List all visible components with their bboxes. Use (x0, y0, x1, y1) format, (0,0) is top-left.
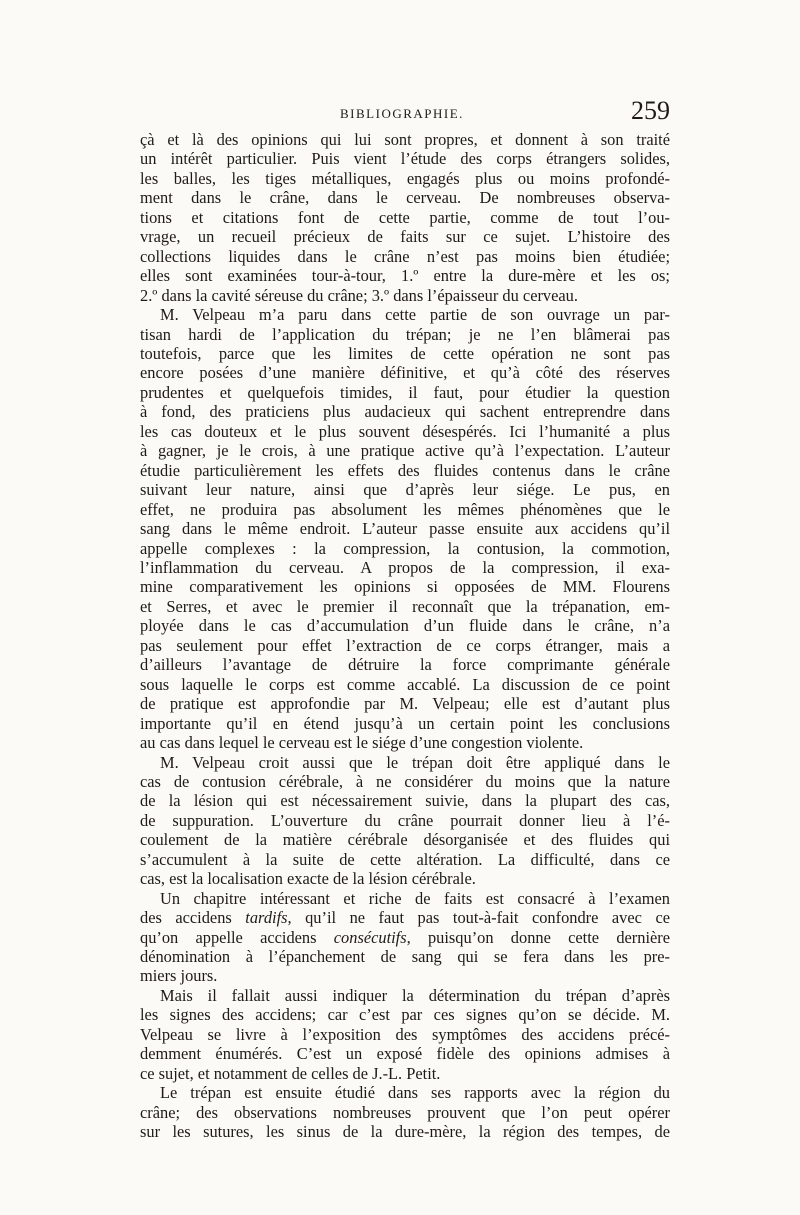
text-line: les signes des accidens; car c’est par ces signes qu’on se décide. M. (140, 1005, 670, 1025)
text-line: appelle complexes : la compression, la contusion, la commotion, (140, 538, 670, 558)
text-line: d’ailleurs l’avantage de détruire la force comprimante générale (140, 655, 670, 675)
running-head (140, 96, 670, 130)
text-line: les cas douteux et le plus souvent désespérés. Ici l’humanité a plus (140, 421, 670, 441)
text-line: crâne; des observations nombreuses prouvent que l’on peut opérer (140, 1102, 670, 1122)
text-line: tisan hardi de l’application du trépan; je ne l’en blâmerai pas (140, 324, 670, 344)
text-line: cas de contusion cérébrale, à ne considérer du moins que la nature (140, 771, 670, 791)
text-line: au cas dans lequel le cerveau est le siége d’une congestion violente. (140, 733, 584, 753)
page-number: 259 (631, 96, 670, 125)
text-line: importante qu’il en étend jusqu’à un certain point les conclusions (140, 713, 670, 733)
text-line: à gagner, je le crois, à une pratique active qu’à l’expectation. L’auteur (140, 441, 670, 461)
text-line: Mais il fallait aussi indiquer la détermination du trépan d’après (160, 985, 670, 1005)
text-line: de la lésion qui est nécessairement suivie, dans la plupart des cas, (140, 791, 670, 811)
text-line: sur les sutures, les sinus de la dure-mère, la région des tempes, de (140, 1122, 670, 1142)
text-line: encore posées d’une manière définitive, et qu’à côté des réserves (140, 363, 670, 383)
text-line: coulement de la matière cérébrale désorganisée et des fluides qui (140, 830, 670, 850)
text-line: dénomination à l’épanchement de sang qui se fera dans les pre- (140, 947, 670, 967)
text-line: Velpeau se livre à l’exposition des symptômes des accidens précé- (140, 1024, 670, 1044)
text-line: M. Velpeau croit aussi que le trépan doit être appliqué dans le (160, 752, 670, 772)
text-line: ployée dans le cas d’accumulation d’un fluide dans le crâne, n’a (140, 616, 670, 636)
text-line: ment dans le crâne, dans le cerveau. De nombreuses observa- (140, 188, 670, 208)
text-line: demment énumérés. C’est un exposé fidèle des opinions admises à (140, 1044, 670, 1064)
text-line: s’accumulent à la suite de cette altération. La difficulté, dans ce (140, 849, 670, 869)
text-line: étudie particulièrement les effets des fluides contenus dans le crâne (140, 460, 670, 480)
text-line: toutefois, parce que les limites de cette opération ne sont pas (140, 343, 670, 363)
text-line: mine comparativement les opinions si opposées de MM. Flourens (140, 577, 670, 597)
text-line: ce sujet, et notamment de celles de J.-L. Petit. (140, 1063, 441, 1083)
text-line: un intérêt particulier. Puis vient l’étude des corps étrangers solides, (140, 149, 670, 169)
text-line: des accidens tardifs, qu’il ne faut pas tout-à-fait confondre avec ce (140, 908, 670, 928)
text-line: M. Velpeau m’a paru dans cette partie de son ouvrage un par- (160, 305, 670, 325)
text-line: pas seulement pour effet l’extraction de ce corps étranger, mais a (140, 635, 670, 655)
text-line: collections liquides dans le crâne n’est pas moins bien étudiée; (140, 246, 670, 266)
text-line: tions et citations font de cette partie, comme de tout l’ou- (140, 207, 670, 227)
text-line: qu’on appelle accidens consécutifs, puisqu’on donne cette dernière (140, 927, 671, 947)
text-line: et Serres, et avec le premier il reconnaît que la trépanation, em- (140, 596, 670, 616)
text-line: Le trépan est ensuite étudié dans ses rapports avec la région du (160, 1083, 670, 1103)
text-line: 2.º dans la cavité séreuse du crâne; 3.º dans l’épaisseur du cerveau. (140, 285, 578, 305)
text-line: sang dans le même endroit. L’auteur passe ensuite aux accidens qu’il (140, 519, 670, 539)
text-line: çà et là des opinions qui lui sont propres, et donnent à son traité (140, 130, 670, 149)
text-line: sous laquelle le corps est comme accablé. La discussion de ce point (140, 674, 670, 694)
text-line: suivant leur nature, ainsi que d’après leur siége. Le pus, en (140, 480, 670, 500)
text-line: vrage, un recueil précieux de faits sur ce sujet. L’histoire des (140, 227, 670, 247)
text-line: effet, ne produira pas absolument les mêmes phénomènes que le (140, 499, 670, 519)
text-line: l’inflammation du cerveau. A propos de la compression, il exa- (140, 557, 670, 577)
text-line: elles sont examinées tour-à-tour, 1.º entre la dure-mère et les os; (140, 266, 670, 286)
text-line: de pratique est approfondie par M. Velpeau; elle est d’autant plus (140, 694, 670, 714)
text-line: prudentes et quelquefois timides, il faut, pour étudier la question (140, 382, 670, 402)
body-text (140, 130, 670, 1142)
text-line: miers jours. (140, 966, 218, 986)
text-line: de suppuration. L’ouverture du crâne pourrait donner lieu à l’é- (140, 810, 670, 830)
text-line: Un chapitre intéressant et riche de faits est consacré à l’examen (160, 888, 670, 908)
text-line: à fond, des praticiens plus audacieux qui sachent entreprendre dans (140, 402, 670, 422)
text-line: cas, est la localisation exacte de la lésion cérébrale. (140, 869, 476, 889)
running-title: BIBLIOGRAPHIE. (340, 106, 464, 121)
text-line: les balles, les tiges métalliques, engagés plus ou moins profondé- (140, 168, 670, 188)
